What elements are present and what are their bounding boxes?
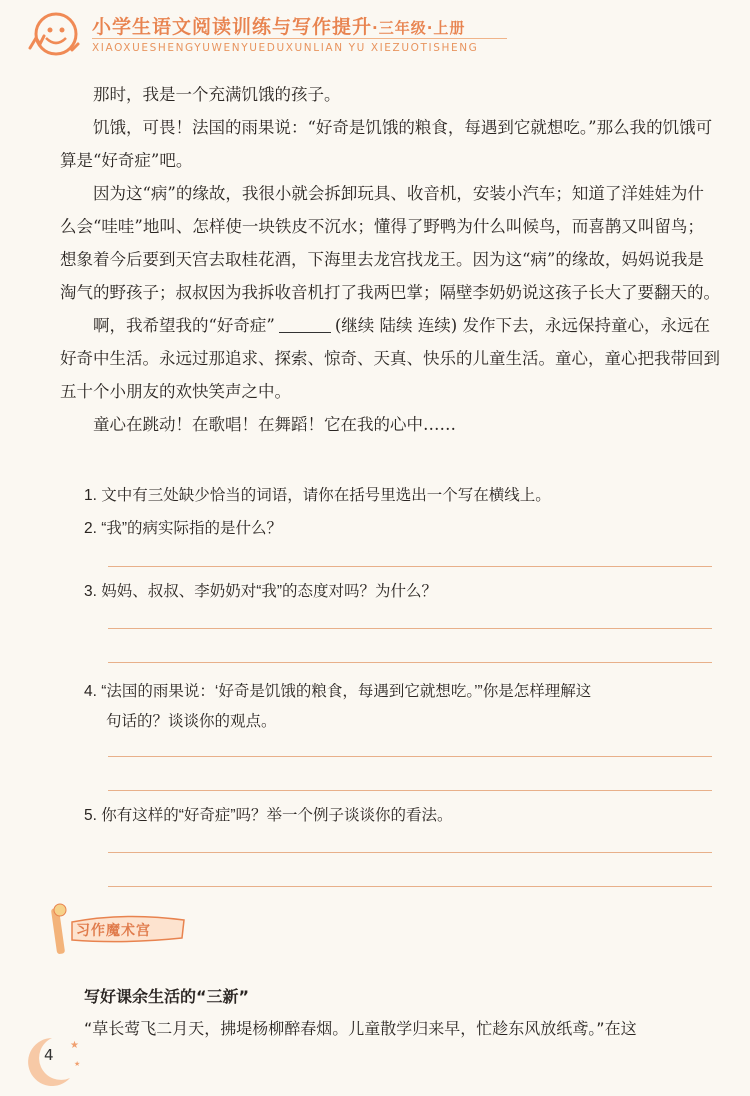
paragraph-5: 童心在跳动！在歌唱！在舞蹈！它在我的心中…… — [93, 415, 456, 434]
question-4: 4. “法国的雨果说：‘好奇是饥饿的粮食，每遇到它就想吃。’”你是怎样理解这 — [84, 683, 592, 700]
answer-line[interactable] — [108, 566, 712, 567]
answer-line[interactable] — [108, 662, 712, 663]
answer-line[interactable] — [108, 886, 712, 887]
question-3: 3. 妈妈、叔叔、李奶奶对“我”的态度对吗？为什么？ — [84, 583, 438, 600]
page-number: 4 — [44, 1046, 54, 1064]
paragraph-1: 那时，我是一个充满饥饿的孩子。 — [93, 85, 341, 104]
answer-line[interactable] — [108, 756, 712, 757]
answer-line[interactable] — [108, 628, 712, 629]
question-4-cont: 句话的？谈谈你的观点。 — [106, 713, 277, 730]
page-header — [0, 0, 750, 70]
section-body: “草长莺飞二月天，拂堤杨柳醉春烟。儿童散学归来早，忙趁东风放纸鸢。”在这 — [84, 1019, 637, 1038]
paragraph-4: 啊，我希望我的“好奇症” (继续 陆续 连续) 发作下去，永远保持童心，永远在好奇中生活。永远过那追求、探索、惊奇、天真、快乐的儿童生活。童心，童心把我带回到五十个小朋友的欢快笑声之中。 — [60, 309, 720, 408]
fill-blank[interactable] — [279, 312, 331, 333]
answer-line[interactable] — [108, 852, 712, 853]
question-1: 1. 文中有三处缺少恰当的词语，请你在括号里选出一个写在横线上。 — [84, 487, 551, 504]
svg-text:★: ★ — [70, 1040, 79, 1051]
header-divider — [92, 38, 507, 39]
smiley-logo-icon — [22, 8, 84, 64]
section-badge-label: 习作魔术宫 — [76, 923, 151, 939]
paragraph-3: 因为这“病”的缘故，我很小就会拆卸玩具、收音机，安装小汽车；知道了洋娃娃为什么会“哇哇”地叫、怎样使一块铁皮不沉水；懂得了野鸭为什么叫候鸟，而喜鹊又叫留鸟；想象着今后要到天宫去取桂花酒，下海里去龙宫找龙王。因为这“病”的缘故，妈妈说我是淘气的野孩子；叔叔因为我拆收音机打了我两巴掌；隔壁李奶奶说这孩子长大了要翻天的。 — [60, 184, 720, 302]
book-subtitle: XIAOXUESHENGYUWENYUEDUXUNLIAN YU XIEZUOTISHENG — [92, 42, 479, 54]
svg-text:★: ★ — [74, 1060, 81, 1068]
section-title: 写好课余生活的“三新” — [84, 987, 250, 1006]
answer-line[interactable] — [108, 790, 712, 791]
paragraph-2: 饥饿，可畏！法国的雨果说：“好奇是饥饿的粮食，每遇到它就想吃。”那么我的饥饿可算是“好奇症”吧。 — [60, 118, 713, 170]
question-5: 5. 你有这样的“好奇症”吗？举一个例子谈谈你的看法。 — [84, 807, 453, 824]
book-title: 小学生语文阅读训练与写作提升·三年级·上册 — [92, 16, 466, 38]
reading-passage — [60, 78, 720, 441]
grade-label: ·三年级·上册 — [372, 19, 466, 37]
question-2: 2. “我”的病实际指的是什么？ — [84, 520, 283, 537]
